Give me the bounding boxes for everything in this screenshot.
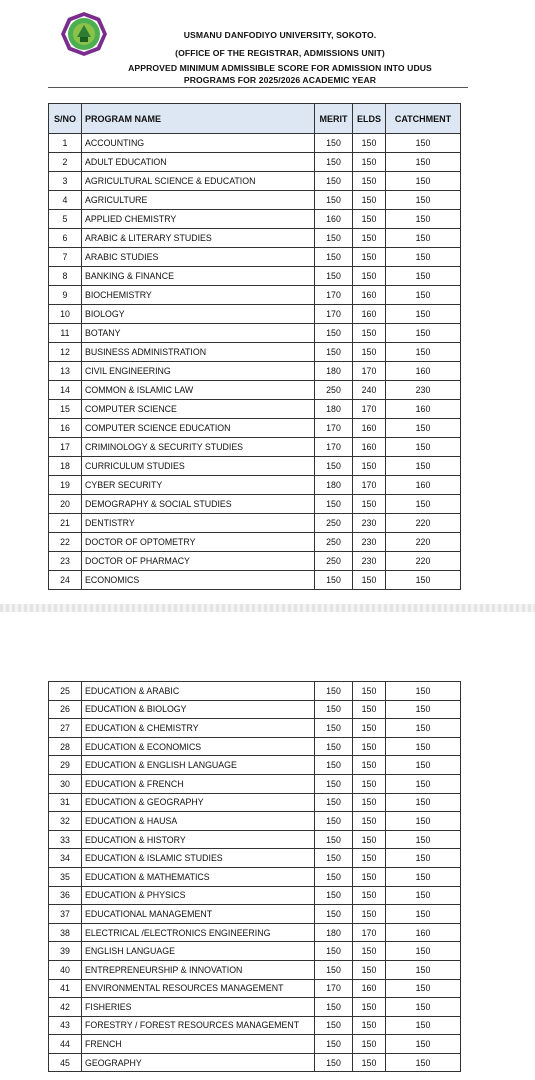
row-sno: 11 (49, 324, 82, 343)
row-elds: 150 (353, 719, 386, 738)
row-catchment: 150 (386, 774, 461, 793)
row-program-name: AGRICULTURAL SCIENCE & EDUCATION (82, 172, 315, 191)
row-merit: 150 (315, 248, 353, 267)
row-program-name: DOCTOR OF PHARMACY (82, 552, 315, 571)
row-merit: 170 (315, 438, 353, 457)
row-elds: 150 (353, 960, 386, 979)
row-catchment: 150 (386, 793, 461, 812)
row-sno: 17 (49, 438, 82, 457)
row-program-name: EDUCATION & FRENCH (82, 774, 315, 793)
row-elds: 150 (353, 830, 386, 849)
row-catchment: 150 (386, 719, 461, 738)
row-sno: 30 (49, 774, 82, 793)
row-sno: 10 (49, 305, 82, 324)
row-merit: 150 (315, 942, 353, 961)
row-elds: 170 (353, 400, 386, 419)
row-program-name: BOTANY (82, 324, 315, 343)
table-row (49, 905, 461, 924)
row-merit: 150 (315, 960, 353, 979)
row-program-name: ELECTRICAL /ELECTRONICS ENGINEERING (82, 923, 315, 942)
table-header-row (49, 104, 461, 134)
row-catchment: 220 (386, 552, 461, 571)
row-program-name: EDUCATION & GEOGRAPHY (82, 793, 315, 812)
row-merit: 170 (315, 286, 353, 305)
row-catchment: 230 (386, 381, 461, 400)
row-program-name: FRENCH (82, 1035, 315, 1054)
office-name: (OFFICE OF THE REGISTRAR, ADMISSIONS UNIT) (175, 48, 385, 58)
row-merit: 150 (315, 849, 353, 868)
row-elds: 150 (353, 756, 386, 775)
row-sno: 20 (49, 495, 82, 514)
row-program-name: EDUCATIONAL MANAGEMENT (82, 905, 315, 924)
col-header-catchment: CATCHMENT (386, 104, 461, 134)
table-row (49, 923, 461, 942)
row-merit: 180 (315, 362, 353, 381)
row-catchment: 150 (386, 324, 461, 343)
row-sno: 24 (49, 571, 82, 590)
row-catchment: 150 (386, 886, 461, 905)
row-elds: 160 (353, 305, 386, 324)
row-program-name: ARABIC & LITERARY STUDIES (82, 229, 315, 248)
table-row (49, 867, 461, 886)
row-program-name: ARABIC STUDIES (82, 248, 315, 267)
row-program-name: DEMOGRAPHY & SOCIAL STUDIES (82, 495, 315, 514)
row-elds: 150 (353, 905, 386, 924)
row-merit: 150 (315, 229, 353, 248)
row-merit: 170 (315, 305, 353, 324)
row-sno: 32 (49, 812, 82, 831)
row-catchment: 150 (386, 286, 461, 305)
table-row (49, 533, 461, 552)
row-catchment: 150 (386, 830, 461, 849)
row-merit: 150 (315, 682, 353, 701)
row-program-name: EDUCATION & BIOLOGY (82, 700, 315, 719)
row-program-name: GEOGRAPHY (82, 1053, 315, 1072)
row-program-name: ACCOUNTING (82, 134, 315, 153)
row-merit: 150 (315, 134, 353, 153)
table-row (49, 998, 461, 1017)
row-elds: 160 (353, 979, 386, 998)
row-merit: 150 (315, 153, 353, 172)
row-catchment: 150 (386, 419, 461, 438)
table-row (49, 267, 461, 286)
table-row (49, 830, 461, 849)
row-merit: 150 (315, 191, 353, 210)
row-merit: 150 (315, 830, 353, 849)
row-elds: 150 (353, 172, 386, 191)
row-elds: 150 (353, 153, 386, 172)
row-catchment: 150 (386, 942, 461, 961)
row-program-name: BIOCHEMISTRY (82, 286, 315, 305)
row-elds: 150 (353, 324, 386, 343)
row-elds: 150 (353, 1035, 386, 1054)
row-sno: 36 (49, 886, 82, 905)
row-program-name: COMPUTER SCIENCE (82, 400, 315, 419)
row-program-name: EDUCATION & ENGLISH LANGUAGE (82, 756, 315, 775)
table-row (49, 571, 461, 590)
row-elds: 150 (353, 998, 386, 1017)
row-catchment: 150 (386, 305, 461, 324)
row-merit: 150 (315, 1016, 353, 1035)
table-row (49, 476, 461, 495)
row-program-name: EDUCATION & PHYSICS (82, 886, 315, 905)
table-row (49, 495, 461, 514)
row-merit: 150 (315, 457, 353, 476)
row-sno: 2 (49, 153, 82, 172)
row-sno: 25 (49, 682, 82, 701)
row-sno: 29 (49, 756, 82, 775)
row-merit: 150 (315, 774, 353, 793)
row-elds: 230 (353, 533, 386, 552)
table-row (49, 737, 461, 756)
table-row (49, 719, 461, 738)
table-row (49, 229, 461, 248)
row-merit: 150 (315, 998, 353, 1017)
row-elds: 160 (353, 438, 386, 457)
row-catchment: 150 (386, 682, 461, 701)
row-program-name: EDUCATION & HAUSA (82, 812, 315, 831)
row-sno: 33 (49, 830, 82, 849)
row-sno: 42 (49, 998, 82, 1017)
row-catchment: 150 (386, 438, 461, 457)
table-row (49, 849, 461, 868)
row-program-name: ADULT EDUCATION (82, 153, 315, 172)
row-sno: 34 (49, 849, 82, 868)
row-catchment: 150 (386, 267, 461, 286)
row-catchment: 220 (386, 514, 461, 533)
table-row (49, 1053, 461, 1072)
row-merit: 150 (315, 867, 353, 886)
row-catchment: 150 (386, 457, 461, 476)
row-program-name: EDUCATION & HISTORY (82, 830, 315, 849)
row-catchment: 150 (386, 1016, 461, 1035)
col-header-elds: ELDS (353, 104, 386, 134)
row-program-name: ECONOMICS (82, 571, 315, 590)
row-program-name: BANKING & FINANCE (82, 267, 315, 286)
row-catchment: 150 (386, 248, 461, 267)
row-catchment: 150 (386, 700, 461, 719)
col-header-merit: MERIT (315, 104, 353, 134)
row-catchment: 160 (386, 476, 461, 495)
row-catchment: 150 (386, 153, 461, 172)
row-merit: 150 (315, 571, 353, 590)
row-merit: 150 (315, 267, 353, 286)
row-merit: 250 (315, 514, 353, 533)
header-divider (48, 87, 468, 88)
table-row (49, 682, 461, 701)
table-row (49, 960, 461, 979)
row-sno: 41 (49, 979, 82, 998)
row-catchment: 150 (386, 867, 461, 886)
table-row (49, 812, 461, 831)
row-merit: 180 (315, 923, 353, 942)
row-merit: 150 (315, 886, 353, 905)
row-elds: 170 (353, 476, 386, 495)
row-catchment: 150 (386, 905, 461, 924)
document-title: APPROVED MINIMUM ADMISSIBLE SCORE FOR ADMISSION INTO UDUS (128, 63, 432, 73)
row-elds: 150 (353, 248, 386, 267)
row-program-name: CURRICULUM STUDIES (82, 457, 315, 476)
row-elds: 150 (353, 867, 386, 886)
table-row (49, 438, 461, 457)
row-merit: 180 (315, 476, 353, 495)
table-row (49, 172, 461, 191)
row-sno: 3 (49, 172, 82, 191)
row-merit: 150 (315, 324, 353, 343)
row-sno: 5 (49, 210, 82, 229)
row-sno: 15 (49, 400, 82, 419)
row-merit: 150 (315, 1053, 353, 1072)
row-program-name: ENGLISH LANGUAGE (82, 942, 315, 961)
row-merit: 150 (315, 495, 353, 514)
row-program-name: ENTREPRENEURSHIP & INNOVATION (82, 960, 315, 979)
table-row (49, 942, 461, 961)
row-program-name: ENVIRONMENTAL RESOURCES MANAGEMENT (82, 979, 315, 998)
row-catchment: 150 (386, 343, 461, 362)
row-sno: 44 (49, 1035, 82, 1054)
row-program-name: DOCTOR OF OPTOMETRY (82, 533, 315, 552)
row-sno: 6 (49, 229, 82, 248)
table-row (49, 343, 461, 362)
row-catchment: 150 (386, 979, 461, 998)
row-elds: 150 (353, 267, 386, 286)
score-table-page-1 (48, 103, 461, 590)
table-row (49, 700, 461, 719)
row-catchment: 150 (386, 849, 461, 868)
row-sno: 38 (49, 923, 82, 942)
row-sno: 9 (49, 286, 82, 305)
row-merit: 150 (315, 793, 353, 812)
row-elds: 150 (353, 495, 386, 514)
row-program-name: BUSINESS ADMINISTRATION (82, 343, 315, 362)
row-catchment: 160 (386, 923, 461, 942)
table-row (49, 191, 461, 210)
table-row (49, 400, 461, 419)
row-elds: 170 (353, 923, 386, 942)
row-sno: 7 (49, 248, 82, 267)
table-row (49, 381, 461, 400)
row-sno: 18 (49, 457, 82, 476)
row-elds: 150 (353, 737, 386, 756)
row-elds: 150 (353, 682, 386, 701)
table-row (49, 457, 461, 476)
row-sno: 12 (49, 343, 82, 362)
row-merit: 250 (315, 552, 353, 571)
table-row (49, 286, 461, 305)
row-program-name: FISHERIES (82, 998, 315, 1017)
document-subtitle: PROGRAMS FOR 2025/2026 ACADEMIC YEAR (183, 75, 377, 85)
document-header (0, 0, 535, 95)
row-elds: 150 (353, 774, 386, 793)
row-elds: 150 (353, 1016, 386, 1035)
row-elds: 160 (353, 419, 386, 438)
row-sno: 23 (49, 552, 82, 571)
row-program-name: BIOLOGY (82, 305, 315, 324)
row-catchment: 160 (386, 400, 461, 419)
row-merit: 250 (315, 533, 353, 552)
row-elds: 150 (353, 812, 386, 831)
row-merit: 150 (315, 700, 353, 719)
row-program-name: AGRICULTURE (82, 191, 315, 210)
row-catchment: 150 (386, 1053, 461, 1072)
row-elds: 240 (353, 381, 386, 400)
row-elds: 150 (353, 191, 386, 210)
row-elds: 150 (353, 229, 386, 248)
row-catchment: 150 (386, 191, 461, 210)
row-elds: 150 (353, 700, 386, 719)
table-row (49, 153, 461, 172)
row-elds: 150 (353, 849, 386, 868)
row-catchment: 150 (386, 134, 461, 153)
row-sno: 8 (49, 267, 82, 286)
row-catchment: 150 (386, 756, 461, 775)
row-catchment: 150 (386, 172, 461, 191)
row-merit: 150 (315, 812, 353, 831)
row-elds: 150 (353, 571, 386, 590)
row-program-name: COMMON & ISLAMIC LAW (82, 381, 315, 400)
row-catchment: 220 (386, 533, 461, 552)
row-sno: 39 (49, 942, 82, 961)
row-program-name: CRIMINOLOGY & SECURITY STUDIES (82, 438, 315, 457)
row-program-name: CIVIL ENGINEERING (82, 362, 315, 381)
row-program-name: EDUCATION & ECONOMICS (82, 737, 315, 756)
row-program-name: DENTISTRY (82, 514, 315, 533)
row-merit: 150 (315, 343, 353, 362)
row-elds: 150 (353, 886, 386, 905)
table-row (49, 793, 461, 812)
row-sno: 22 (49, 533, 82, 552)
row-elds: 150 (353, 210, 386, 229)
row-merit: 170 (315, 979, 353, 998)
row-sno: 37 (49, 905, 82, 924)
table-row (49, 979, 461, 998)
row-elds: 150 (353, 457, 386, 476)
row-elds: 160 (353, 286, 386, 305)
table-row (49, 552, 461, 571)
row-merit: 150 (315, 172, 353, 191)
row-merit: 170 (315, 419, 353, 438)
row-merit: 150 (315, 905, 353, 924)
row-sno: 4 (49, 191, 82, 210)
page-break (0, 604, 535, 612)
row-sno: 35 (49, 867, 82, 886)
row-program-name: EDUCATION & ISLAMIC STUDIES (82, 849, 315, 868)
table-row (49, 1016, 461, 1035)
table-row (49, 324, 461, 343)
score-table-page-2 (48, 681, 461, 1072)
table-row (49, 419, 461, 438)
table-row (49, 305, 461, 324)
row-catchment: 150 (386, 210, 461, 229)
table-row (49, 210, 461, 229)
row-catchment: 150 (386, 229, 461, 248)
row-sno: 16 (49, 419, 82, 438)
row-program-name: EDUCATION & MATHEMATICS (82, 867, 315, 886)
row-sno: 28 (49, 737, 82, 756)
row-sno: 14 (49, 381, 82, 400)
row-sno: 1 (49, 134, 82, 153)
row-program-name: CYBER SECURITY (82, 476, 315, 495)
row-merit: 150 (315, 737, 353, 756)
row-program-name: COMPUTER SCIENCE EDUCATION (82, 419, 315, 438)
row-sno: 13 (49, 362, 82, 381)
row-sno: 21 (49, 514, 82, 533)
row-merit: 180 (315, 400, 353, 419)
row-elds: 230 (353, 514, 386, 533)
row-elds: 150 (353, 793, 386, 812)
table-row (49, 1035, 461, 1054)
row-merit: 250 (315, 381, 353, 400)
table-row (49, 362, 461, 381)
row-sno: 40 (49, 960, 82, 979)
row-catchment: 150 (386, 737, 461, 756)
row-elds: 150 (353, 942, 386, 961)
row-elds: 150 (353, 343, 386, 362)
row-elds: 150 (353, 134, 386, 153)
table-row (49, 756, 461, 775)
row-catchment: 150 (386, 998, 461, 1017)
row-program-name: APPLIED CHEMISTRY (82, 210, 315, 229)
row-elds: 150 (353, 1053, 386, 1072)
row-catchment: 150 (386, 812, 461, 831)
row-elds: 170 (353, 362, 386, 381)
row-program-name: EDUCATION & ARABIC (82, 682, 315, 701)
row-sno: 31 (49, 793, 82, 812)
row-catchment: 150 (386, 495, 461, 514)
table-row (49, 774, 461, 793)
row-merit: 160 (315, 210, 353, 229)
col-header-program: PROGRAM NAME (82, 104, 315, 134)
row-catchment: 150 (386, 1035, 461, 1054)
row-merit: 150 (315, 756, 353, 775)
row-catchment: 150 (386, 960, 461, 979)
row-merit: 150 (315, 719, 353, 738)
row-merit: 150 (315, 1035, 353, 1054)
col-header-sno: S/NO (49, 104, 82, 134)
table-row (49, 514, 461, 533)
row-program-name: FORESTRY / FOREST RESOURCES MANAGEMENT (82, 1016, 315, 1035)
table-row (49, 886, 461, 905)
row-catchment: 150 (386, 571, 461, 590)
row-sno: 27 (49, 719, 82, 738)
row-sno: 26 (49, 700, 82, 719)
row-sno: 45 (49, 1053, 82, 1072)
table-row (49, 134, 461, 153)
row-sno: 43 (49, 1016, 82, 1035)
row-program-name: EDUCATION & CHEMISTRY (82, 719, 315, 738)
university-name: USMANU DANFODIYO UNIVERSITY, SOKOTO. (183, 30, 377, 40)
row-catchment: 160 (386, 362, 461, 381)
table-row (49, 248, 461, 267)
row-elds: 230 (353, 552, 386, 571)
row-sno: 19 (49, 476, 82, 495)
